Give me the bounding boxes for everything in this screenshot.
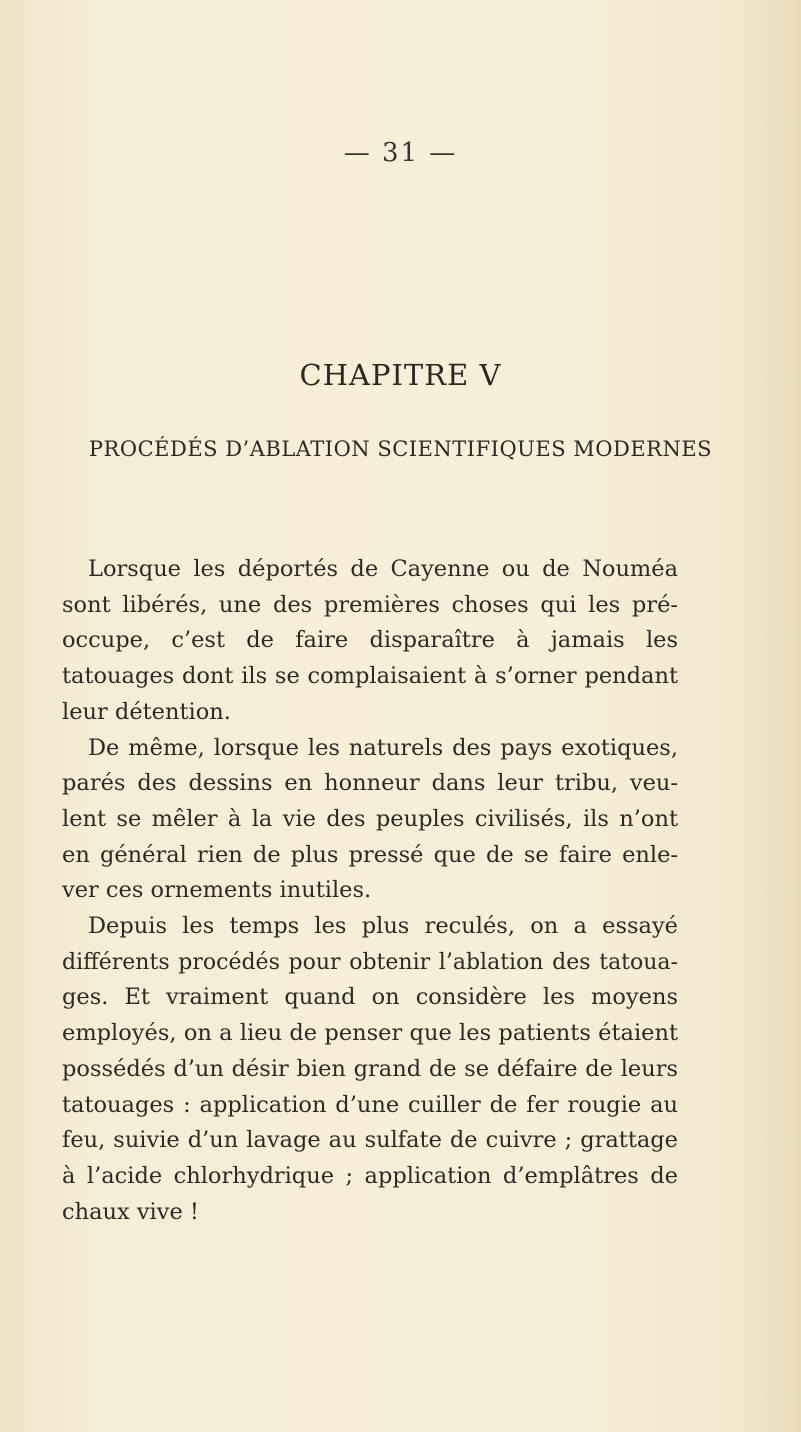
page-number: — 31 — (343, 138, 458, 168)
body-text (62, 552, 678, 1230)
text-line: employés, on a lieu de penser que les patients étaient (62, 1020, 678, 1047)
text-line: possédés d’un désir bien grand de se défaire de leurs (62, 1055, 678, 1082)
text-line: Depuis les temps les plus reculés, on a essayé (88, 913, 678, 940)
text-line: parés des dessins en honneur dans leur tribu, veu- (62, 770, 678, 797)
text-line: différents procédés pour obtenir l’ablation des tatoua- (62, 949, 678, 975)
chapter-title: CHAPITRE V (299, 358, 502, 392)
text-line: ges. Et vraiment quand on considère les moyens (62, 984, 678, 1011)
text-line: sont libérés, une des premières choses qui les pré- (62, 591, 678, 618)
text-line: lent se mêler à la vie des peuples civilisés, ils n’ont (62, 805, 678, 832)
text-line: en général rien de plus pressé que de se faire enle- (62, 841, 678, 868)
text-line: leur détention. (62, 698, 231, 725)
text-line: chaux vive ! (62, 1198, 199, 1225)
text-line: ver ces ornements inutiles. (62, 877, 372, 904)
paragraph-1 (62, 552, 678, 731)
text-line: occupe, c’est de faire disparaître à jamais les (62, 627, 678, 654)
text-line: tatouages dont ils se complaisaient à s’orner pendant (62, 663, 678, 690)
text-line: feu, suivie d’un lavage au sulfate de cuivre ; grattage (62, 1127, 678, 1154)
chapter-subtitle: PROCÉDÉS D’ABLATION SCIENTIFIQUES MODERNES (88, 437, 713, 461)
paragraph-2 (62, 731, 678, 910)
paragraph-3 (62, 909, 678, 1230)
text-line: Lorsque les déportés de Cayenne ou de Nouméa (88, 556, 678, 582)
text-line: à l’acide chlorhydrique ; application d’emplâtres de (62, 1162, 678, 1189)
text-line: De même, lorsque les naturels des pays exotiques, (88, 734, 678, 761)
text-line: tatouages : application d’une cuiller de fer rougie au (62, 1091, 678, 1118)
